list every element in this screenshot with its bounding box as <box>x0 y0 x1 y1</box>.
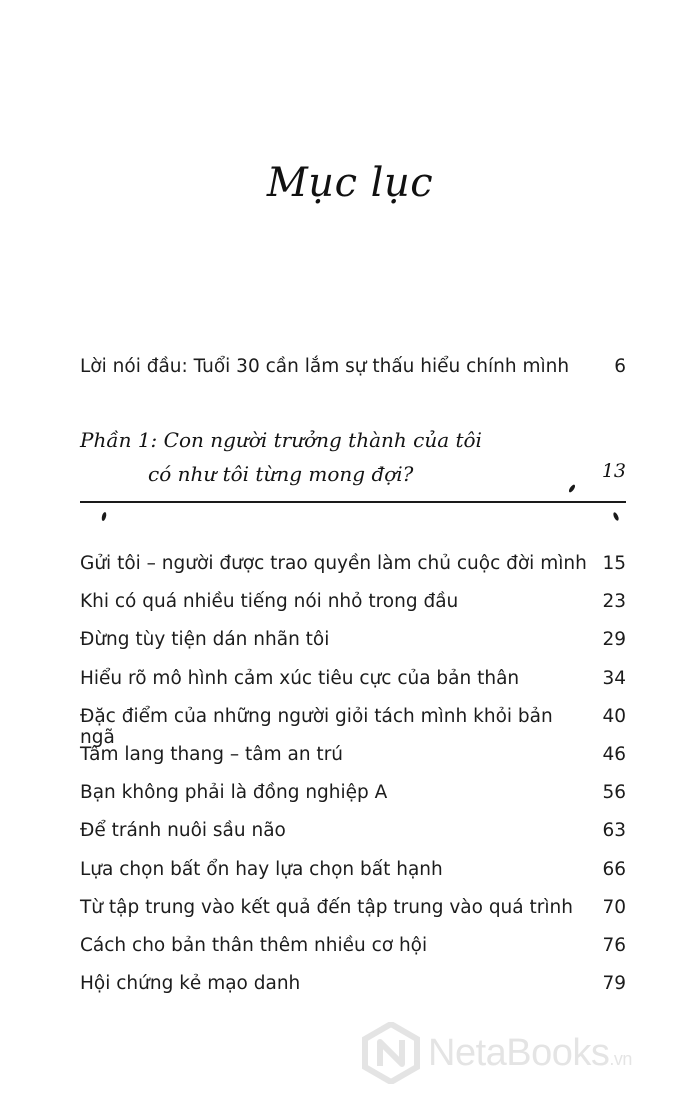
toc-entry[interactable] <box>80 820 626 841</box>
toc-page-number: 63 <box>602 820 626 842</box>
toc-entry-label: Đặc điểm của những người giỏi tách mình khỏi bản ngã <box>80 705 553 748</box>
toc-entry[interactable] <box>80 859 626 880</box>
watermark-text <box>428 1032 632 1075</box>
toc-entry-label: Khi có quá nhiều tiếng nói nhỏ trong đầu <box>80 591 459 613</box>
toc-entry[interactable] <box>80 629 626 650</box>
toc-page-number: 46 <box>602 744 626 765</box>
toc-page-number: 56 <box>602 782 626 804</box>
page-title: Mục lục <box>266 160 434 206</box>
toc-entry-label: Lời nói đầu: Tuổi 30 cần lắm sự thấu hiểu chính mình <box>80 356 570 377</box>
toc-entry-label: Từ tập trung vào kết quả đến tập trung vào quá trình <box>80 896 573 918</box>
toc-page-number: 34 <box>602 667 626 689</box>
toc-page-number: 29 <box>602 629 626 651</box>
part-heading-line1: Phần 1: Con người trưởng thành của tôi <box>80 428 482 452</box>
toc-entry[interactable] <box>80 897 626 918</box>
netabooks-logo-icon <box>360 1022 422 1084</box>
toc-page-number: 70 <box>602 896 626 918</box>
toc-entry[interactable] <box>80 935 626 956</box>
toc-entry[interactable] <box>80 591 626 612</box>
decorative-dot <box>612 512 619 522</box>
toc-entry-label: Gửi tôi – người được trao quyền làm chủ cuộc đời mình <box>80 553 587 574</box>
toc-entry[interactable] <box>80 782 626 803</box>
toc-page-number: 23 <box>602 591 626 613</box>
divider-rule <box>80 501 626 503</box>
toc-page-number: 15 <box>602 553 626 574</box>
toc-entry-label: Cách cho bản thân thêm nhiều cơ hội <box>80 935 428 956</box>
toc-entry-label: Tâm lang thang – tâm an trú <box>80 744 344 765</box>
toc-entry-label: Lựa chọn bất ổn hay lựa chọn bất hạnh <box>80 858 443 880</box>
toc-page-number: 79 <box>602 973 626 995</box>
toc-page-number: 40 <box>602 705 626 727</box>
part-heading-line2: có như tôi từng mong đợi? <box>148 462 414 486</box>
toc-entry[interactable] <box>80 973 626 994</box>
toc-entry[interactable] <box>80 668 626 689</box>
toc-entry-label: Hiểu rõ mô hình cảm xúc tiêu cực của bản thân <box>80 667 520 689</box>
toc-page-number: 66 <box>602 858 626 880</box>
toc-entry-intro[interactable] <box>80 356 626 377</box>
decorative-dot <box>568 484 576 494</box>
toc-entry-label: Hội chứng kẻ mạo danh <box>80 973 301 995</box>
toc-entry[interactable] <box>80 553 626 574</box>
toc-entry-label: Để tránh nuôi sầu não <box>80 820 286 842</box>
part-page-number: 13 <box>601 460 626 482</box>
toc-page-number: 6 <box>614 356 626 377</box>
toc-page-number: 76 <box>602 935 626 956</box>
watermark-brand: NetaBooks <box>428 1031 610 1074</box>
watermark <box>360 1022 632 1084</box>
toc-entry[interactable] <box>80 744 626 765</box>
toc-entry-label: Đừng tùy tiện dán nhãn tôi <box>80 629 330 651</box>
toc-entry[interactable] <box>80 706 626 748</box>
part-heading[interactable] <box>80 423 482 491</box>
toc-entry-label: Bạn không phải là đồng nghiệp A <box>80 782 388 804</box>
decorative-dot <box>101 512 107 522</box>
watermark-suffix: .vn <box>609 1048 632 1069</box>
